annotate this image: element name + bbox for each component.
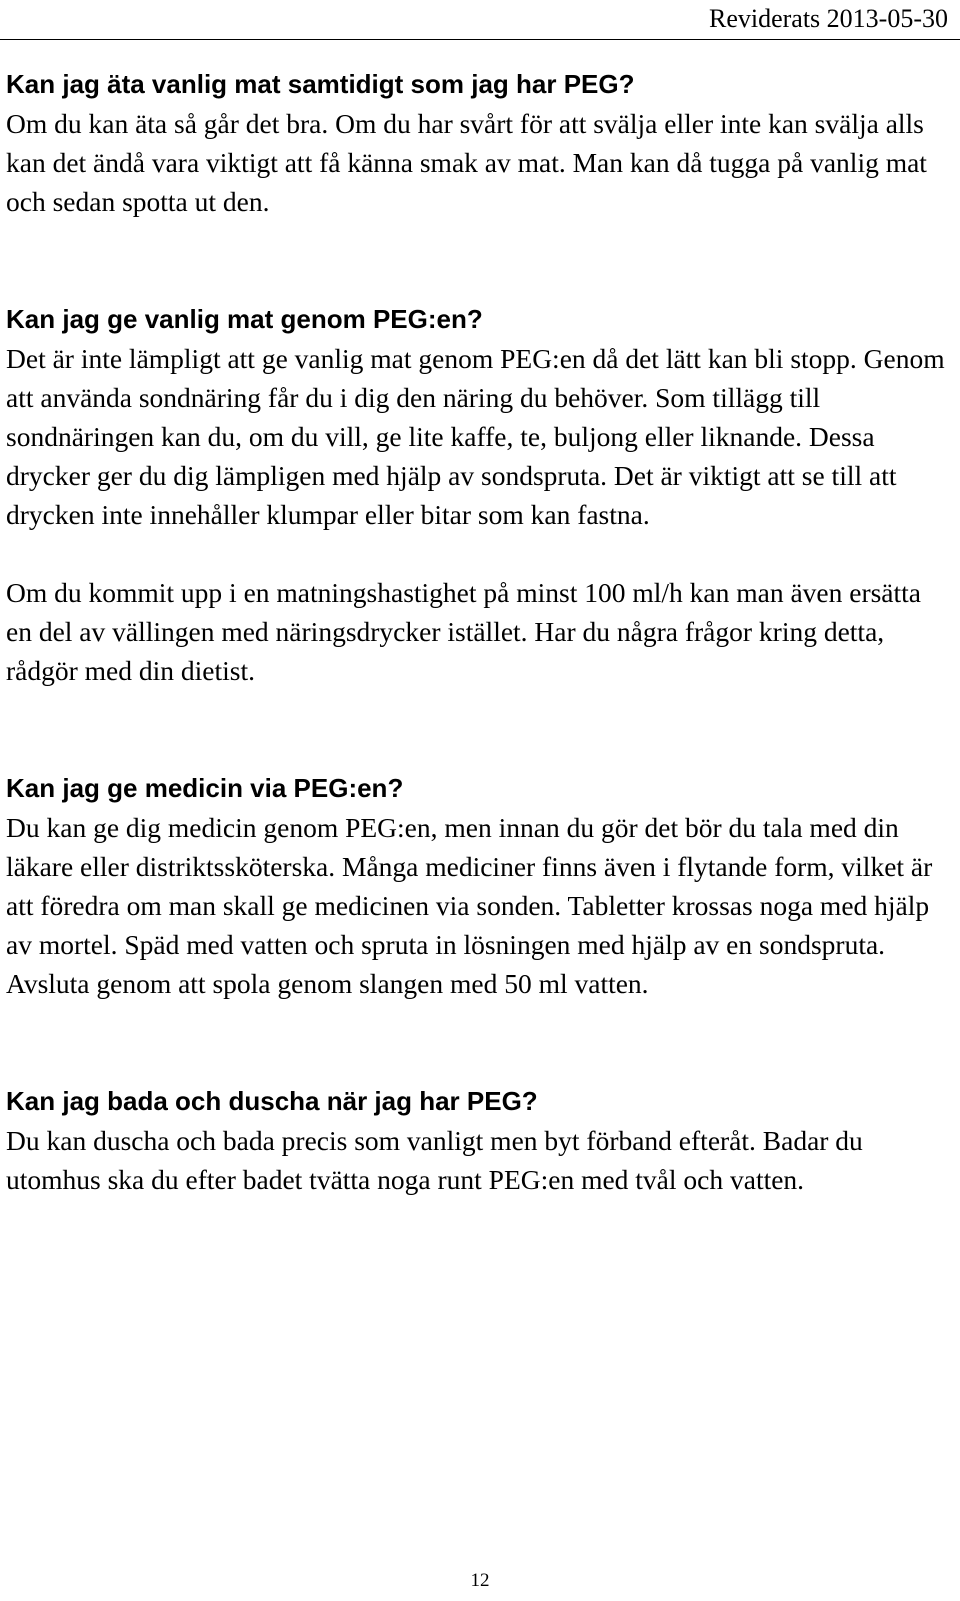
section-eat-normal-food <box>6 64 952 221</box>
section-paragraph: Om du kommit upp i en matningshastighet på minst 100 ml/h kan man även ersätta en del av vällingen med näringsdrycker istället. Har du några frågor kring detta, rådgör med din dietist. <box>6 577 921 686</box>
page-number: 12 <box>470 1570 490 1591</box>
section-bathing <box>6 1081 952 1199</box>
section-heading: Kan jag ge vanlig mat genom PEG:en? <box>6 304 483 334</box>
section-paragraph: Du kan ge dig medicin genom PEG:en, men innan du gör det bör du tala med din läkare eller distriktssköterska. Många mediciner finns även i flytande form, vilket är att föredra om man skall ge medicinen via sonden. Tabletter krossas noga med hjälp av mortel. Späd med vatten och spruta in lösningen med hjälp av en sondspruta. Avsluta genom att spola genom slangen med 50 ml vatten. <box>6 812 933 999</box>
document-body <box>6 64 952 1199</box>
section-heading: Kan jag ge medicin via PEG:en? <box>6 773 404 803</box>
section-paragraph: Du kan duscha och bada precis som vanligt men byt förband efteråt. Badar du utomhus ska du efter badet tvätta noga runt PEG:en med tvål och vatten. <box>6 1125 863 1195</box>
section-medicine-via-peg <box>6 768 952 1003</box>
page-header <box>0 0 960 40</box>
section-paragraph: Om du kan äta så går det bra. Om du har svårt för att svälja eller inte kan svälja alls kan det ändå vara viktigt att få känna smak av mat. Man kan då tugga på vanlig mat och sedan spotta ut den. <box>6 108 927 217</box>
section-heading: Kan jag äta vanlig mat samtidigt som jag har PEG? <box>6 69 635 99</box>
section-food-via-peg <box>6 299 952 690</box>
section-paragraph: Det är inte lämpligt att ge vanlig mat genom PEG:en då det lätt kan bli stopp. Genom att använda sondnäring får du i dig den näring du behöver. Som tillägg till sondnäringen kan du, om du vill, ge lite kaffe, te, buljong eller liknande. Dessa drycker ger du dig lämpligen med hjälp av sondspruta. Det är viktigt att se till att drycken inte innehåller klumpar eller bitar som kan fastna. <box>6 343 945 530</box>
revision-date: Reviderats 2013-05-30 <box>708 4 948 33</box>
section-heading: Kan jag bada och duscha när jag har PEG? <box>6 1086 538 1116</box>
